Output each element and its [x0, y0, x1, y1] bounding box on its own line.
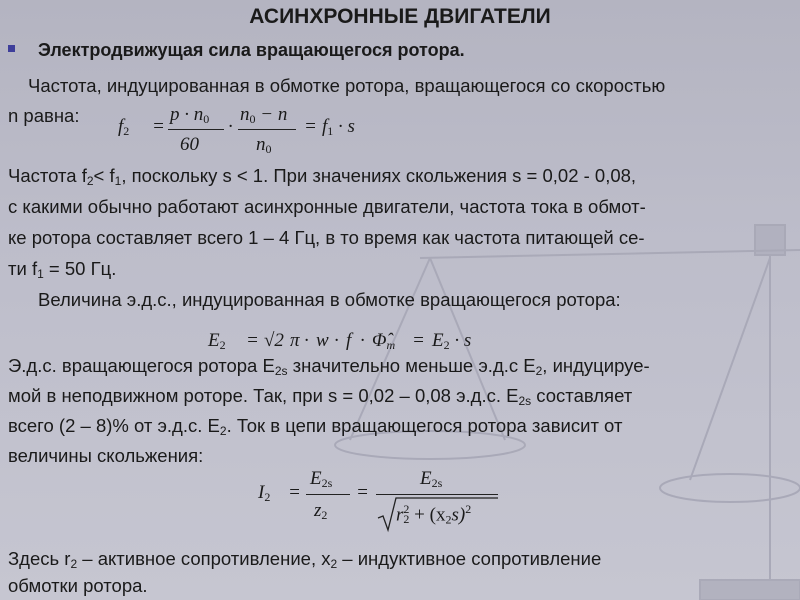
intro-line-2: n равна: — [8, 105, 80, 126]
section-heading: Электродвижущая сила вращающегося ротора. — [38, 40, 465, 60]
para2: Величина э.д.с., индуцированная в обмотке вращающегося ротора: — [38, 289, 621, 310]
para4-line-1: Здесь $r_2$ – активное сопротивление, $x_2$ – индуктивное сопротивление — [8, 548, 602, 571]
page-title: АСИНХРОННЫЕ ДВИГАТЕЛИ — [249, 5, 551, 28]
para1-line-3: ке ротора составляет всего 1 – 4 Гц, в то время как частота питающей се- — [8, 227, 645, 248]
para3-line-4: величины скольжения: — [8, 445, 204, 466]
slide: АСИНХРОННЫЕ ДВИГАТЕЛИ Электродвижущая сила вращающегося ротора. Частота, индуцированная в обмотке ротора, вращающегося со скоростью n равна: $f_2$ = $p \cdot n_0$ 60 · $n_0 - n$ $n_0$ = $f_1 \cdot s$ Частота $f_2< f_1$, поскольку s < 1. При значениях скольжения s = 0,02 - 0,08, с какими обычно работают асинхронные двигатели, частота тока в обмот- ке ротора составляет всего 1 – 4 Гц, в то время как частота питающей се- ти $f_1 = 50$ Гц. Величина э.д.с., индуцированная в обмотке вращающегося ротора: $E_2$ = √2 π · w · f · $\Phî_m$ = $E_2 \cdot s$ Э.д.с. вращающегося ротора $E_{2s}$ значительно меньше э.д.с $E_2$, индуцируе- мой в неподвижном роторе. Так, при s = 0,02 – 0,08 э.д.с. $E_{2s}$ составляет всего (2 – 8)% от э.д.с. $E_2$. Ток в цепи вращающегося ротора зависит от величины скольжения: $I_2$ = $E_{2s}$ $z_2$ = $E_{2s}$ $r^2_2 + (x_2s)^2$ Здесь $r_2$ – активное сопротивление, $x_2$ – индуктивное сопротивление обмотки ротора. — [0, 0, 800, 600]
bullet-square-icon — [8, 45, 15, 52]
para1-line-2: с какими обычно работают асинхронные двигатели, частота тока в обмот- — [8, 196, 646, 217]
para3-line-2: мой в неподвижном роторе. Так, при s = 0,02 – 0,08 э.д.с. $E_{2s}$ составляет — [8, 385, 633, 408]
para1-line-4: ти $f_1 = 50$ Гц. — [8, 258, 117, 281]
para3-line-3: всего (2 – 8)% от э.д.с. $E_2$. Ток в цепи вращающегося ротора зависит от — [8, 415, 623, 438]
intro-line-1: Частота, индуцированная в обмотке ротора, вращающегося со скоростью — [28, 75, 666, 96]
para4-line-2: обмотки ротора. — [8, 575, 148, 596]
para3-line-1: Э.д.с. вращающегося ротора $E_{2s}$ значительно меньше э.д.с $E_2$, индуцируе- — [8, 355, 650, 378]
para1-line-1: Частота $f_2< f_1$, поскольку s < 1. При значениях скольжения s = 0,02 - 0,08, — [8, 165, 637, 188]
